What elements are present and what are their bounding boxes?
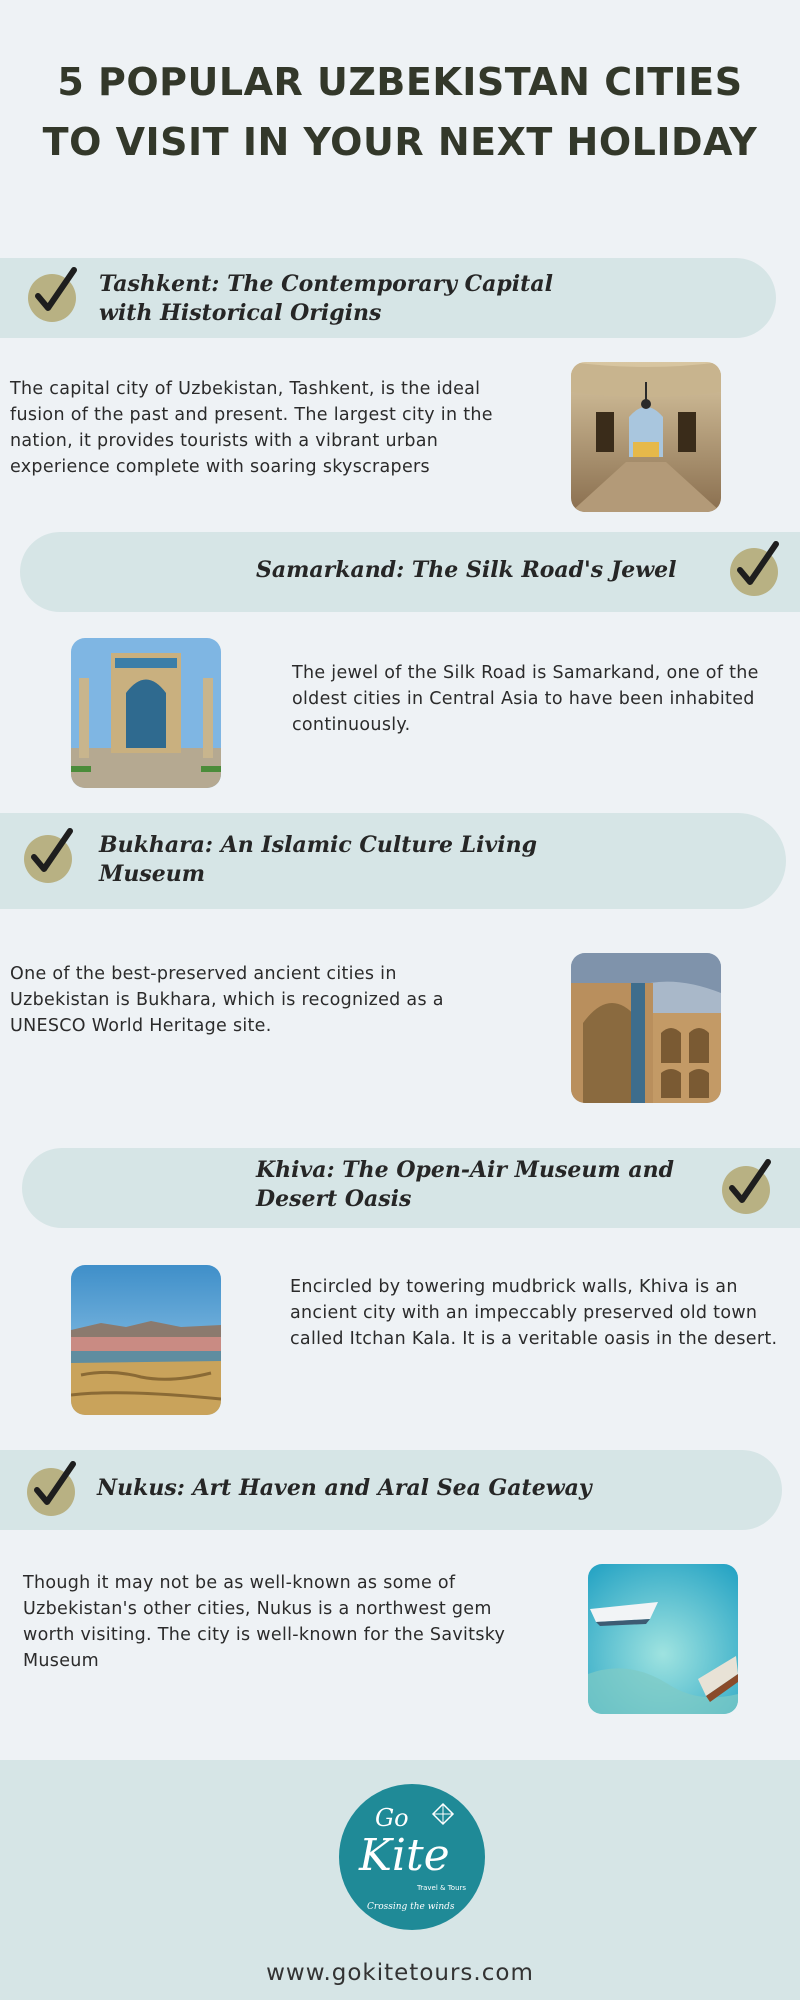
samarkand-banner xyxy=(20,532,800,612)
mausoleum-photo xyxy=(71,638,221,788)
khiva-heading: Khiva: The Open-Air Museum and Desert Oasis xyxy=(256,1157,674,1212)
check-icon xyxy=(27,1468,75,1516)
bukhara-banner xyxy=(0,813,786,909)
check-icon xyxy=(28,274,76,322)
gokite-logo xyxy=(339,1784,485,1930)
title-line-1: 5 POPULAR UZBEKISTAN CITIES xyxy=(57,60,743,104)
check-icon xyxy=(730,548,778,596)
logo-subtitle: Travel & Tours xyxy=(417,1884,467,1892)
desert-lake-photo xyxy=(71,1265,221,1415)
check-icon xyxy=(722,1166,770,1214)
page-title xyxy=(0,52,800,172)
samarkand-heading: Samarkand: The Silk Road's Jewel xyxy=(256,557,677,583)
samarkand-description: The jewel of the Silk Road is Samarkand, one of the oldest cities in Central Asia to have been inhabited continuously. xyxy=(292,663,759,735)
footer xyxy=(0,1760,800,2000)
logo-go-text: Go xyxy=(375,1804,409,1832)
kite-icon xyxy=(429,1802,457,1830)
logo-kite-text: Kite xyxy=(359,1830,450,1881)
khiva-banner xyxy=(22,1148,800,1228)
khiva-description: Encircled by towering mudbrick walls, Khiva is an ancient city with an impeccably preserved old town called Itchan Kala. It is a veritable oasis in the desert. xyxy=(290,1277,778,1349)
palace-interior-photo xyxy=(571,362,721,512)
tashkent-banner xyxy=(0,258,776,338)
tashkent-description: The capital city of Uzbekistan, Tashkent, is the ideal fusion of the past and present. The largest city in the nation, it provides tourists with a vibrant urban experience complete with soaring skyscrapers xyxy=(10,379,493,477)
check-icon xyxy=(24,835,72,883)
title-line-2: TO VISIT IN YOUR NEXT HOLIDAY xyxy=(42,120,758,164)
boats-sea-photo xyxy=(588,1564,738,1714)
madrasa-photo xyxy=(571,953,721,1103)
website-link[interactable]: www.gokitetours.com xyxy=(266,1960,534,1986)
logo-tagline: Crossing the winds xyxy=(367,1902,455,1912)
nukus-heading: Nukus: Art Haven and Aral Sea Gateway xyxy=(97,1475,592,1501)
bukhara-heading: Bukhara: An Islamic Culture Living Museum xyxy=(99,832,538,887)
nukus-description: Though it may not be as well-known as some of Uzbekistan's other cities, Nukus is a northwest gem worth visiting. The city is well-known for the Savitsky Museum xyxy=(23,1573,506,1671)
bukhara-description: One of the best-preserved ancient cities in Uzbekistan is Bukhara, which is recognized as a UNESCO World Heritage site. xyxy=(10,964,444,1036)
nukus-banner xyxy=(0,1450,782,1530)
tashkent-heading: Tashkent: The Contemporary Capital with Historical Origins xyxy=(99,271,553,326)
